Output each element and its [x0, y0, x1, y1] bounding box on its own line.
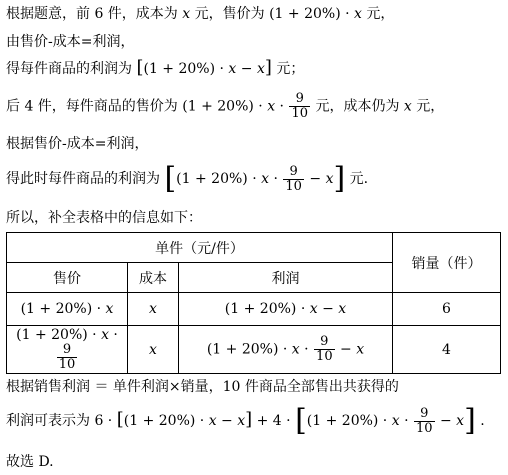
text: 元，售价为	[190, 6, 270, 22]
cell-qty: 6	[393, 293, 501, 326]
frac-num: 9	[62, 342, 72, 357]
frac-num: 9	[289, 163, 298, 179]
frac-den: 10	[285, 178, 302, 194]
cell-cost	[128, 326, 179, 374]
var-x: x	[354, 6, 362, 22]
text: 利润可表示为	[6, 413, 95, 429]
expr: (1 + 20%) ·	[224, 301, 310, 317]
var-x: x	[182, 6, 191, 22]
frac-num: 9	[295, 91, 304, 106]
dot: ·	[399, 413, 413, 429]
line-9	[6, 403, 485, 438]
cell-price	[7, 293, 128, 326]
header-group: 单件（元/件）	[7, 233, 393, 263]
expr: (1 + 20%) ·	[176, 171, 262, 187]
var-x: x	[149, 341, 157, 358]
line-6	[6, 161, 369, 196]
minus: −	[317, 301, 339, 317]
line-8: 根据销售利润 ＝ 单件利润×销量，10 件商品全部售出共获得的	[6, 379, 399, 395]
var-x: x	[403, 98, 412, 115]
text: 根据题意，前 6 件，成本为	[6, 6, 183, 22]
fraction	[283, 165, 304, 194]
expr: (1 + 20%) ·	[269, 6, 355, 22]
dot: ·	[269, 171, 283, 187]
dot: ·	[299, 341, 314, 358]
var-x: x	[105, 301, 114, 317]
expr: (1 + 20%) ·	[206, 341, 292, 358]
line-1	[6, 4, 394, 24]
var-x: x	[391, 413, 400, 429]
header-profit: 利润	[179, 263, 393, 293]
fraction	[57, 343, 78, 372]
frac-den: 10	[415, 420, 433, 436]
coef: 6 ·	[94, 413, 117, 429]
table-row	[7, 326, 501, 374]
frac-den: 10	[316, 349, 333, 364]
cell-cost	[128, 293, 179, 326]
bracket-open: [	[136, 57, 144, 78]
minus: −	[335, 341, 357, 358]
fraction	[414, 407, 435, 436]
expr: (1 + 20%) ·	[306, 413, 392, 429]
var-x: x	[309, 301, 318, 317]
text: 元.	[345, 171, 369, 187]
minus: −	[236, 61, 257, 77]
text: .	[475, 413, 485, 429]
minus: −	[216, 413, 238, 429]
text: 元，成本仍为	[311, 98, 404, 115]
line-10: 故选 D.	[6, 454, 54, 470]
text: 得每件商品的利润为	[6, 61, 137, 77]
dot: ·	[108, 327, 118, 343]
frac-den: 10	[58, 357, 76, 372]
var-x: x	[256, 61, 265, 77]
var-x: x	[356, 341, 365, 358]
var-x: x	[237, 413, 246, 429]
fraction	[289, 92, 310, 121]
expr: (1 + 20%) ·	[182, 98, 268, 115]
var-x: x	[101, 327, 109, 343]
bracket-open: [	[164, 161, 177, 196]
header-price: 售价	[7, 263, 128, 293]
var-x: x	[267, 98, 276, 115]
bracket-open: [	[116, 409, 124, 430]
var-x: x	[149, 301, 157, 317]
text: 元；	[271, 61, 305, 77]
expr: (1 + 20%) ·	[20, 301, 106, 317]
cell-profit	[179, 326, 393, 374]
text: 后 4 件，每件商品的售价为	[6, 98, 183, 115]
header-qty: 销量（件）	[393, 233, 501, 293]
line-3	[6, 58, 304, 79]
var-x: x	[456, 413, 465, 429]
cell-qty: 4	[393, 326, 501, 374]
expr: (1 + 20%) ·	[16, 327, 102, 343]
bracket-close: ]	[464, 403, 476, 438]
expr: (1 + 20%) ·	[143, 61, 229, 77]
bracket-open: [	[295, 403, 307, 438]
info-table	[6, 232, 501, 374]
var-x: x	[208, 413, 217, 429]
text: 得此时每件商品的利润为	[6, 171, 165, 187]
bracket-close: ]	[264, 57, 272, 78]
var-x: x	[228, 61, 237, 77]
expr: (1 + 20%) ·	[123, 413, 209, 429]
var-x: x	[338, 301, 347, 317]
table-row	[7, 293, 501, 326]
cell-price	[7, 326, 128, 374]
var-x: x	[291, 341, 300, 358]
plus: + 4 ·	[252, 413, 296, 429]
header-cost: 成本	[128, 263, 179, 293]
bracket-close: ]	[333, 161, 346, 196]
var-x: x	[261, 171, 270, 187]
minus: −	[435, 413, 457, 429]
line-4	[6, 92, 444, 121]
text: 元，	[411, 98, 445, 115]
fraction	[314, 335, 335, 364]
line-5: 根据售价-成本=利润，	[6, 136, 149, 152]
minus: −	[304, 171, 326, 187]
frac-num: 9	[320, 334, 329, 349]
dot: ·	[275, 98, 289, 115]
line-2: 由售价-成本=利润，	[6, 34, 135, 50]
frac-den: 10	[291, 106, 309, 121]
line-7: 所以，补全表格中的信息如下：	[6, 210, 202, 226]
frac-num: 9	[420, 405, 429, 421]
text: 元，	[361, 6, 395, 22]
bracket-close: ]	[245, 409, 253, 430]
var-x: x	[325, 171, 334, 187]
cell-profit	[179, 293, 393, 326]
